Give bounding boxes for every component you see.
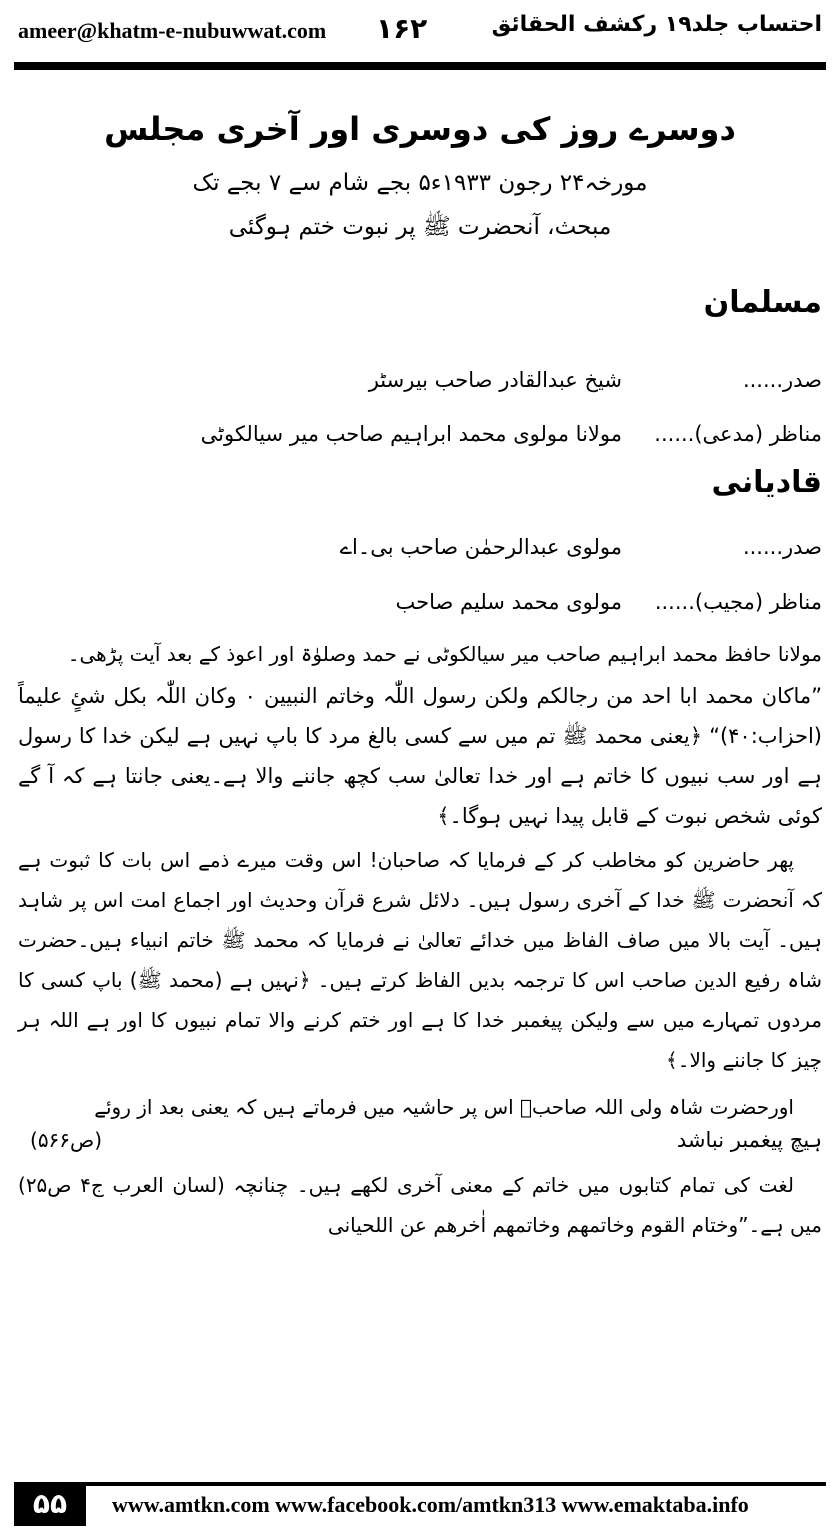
qadiani-debater-label: مناظر (مجیب)...... bbox=[654, 590, 822, 614]
header-email-link[interactable]: ameer@khatm-e-nubuwwat.com bbox=[18, 18, 327, 43]
intro-paragraph: مولانا حافظ محمد ابراہیم صاحب میر سیالکوٹی نے حمد وصلوٰۃ اور اعوذ کے بعد آیت پڑھی۔ bbox=[67, 642, 822, 666]
shah-waliullah-paragraph: اورحضرت شاہ ولی اللہ صاحبؒ اس پر حاشیہ میں فرماتے ہیں کہ یعنی بعد از روئے bbox=[94, 1095, 794, 1119]
qadiani-heading: قادیانی bbox=[711, 465, 822, 500]
footer-links[interactable]: www.amtkn.com www.facebook.com/amtkn313 www.emaktaba.info bbox=[112, 1492, 749, 1517]
muslim-heading: مسلمان bbox=[703, 285, 822, 320]
qadiani-president-name: مولوی عبدالرحمٰن صاحب بی۔اے bbox=[339, 535, 622, 559]
address-paragraph: پھر حاضرین کو مخاطب کر کے فرمایا کہ صاحبان! اس وقت میرے ذمے اس بات کا ثبوت ہے کہ آنحضرت ﷺ خدا کے آخری رسول ہیں۔ دلائل شرع قرآن وحدیث اور اجماع امت اس پر شاہد ہیں۔ آیت بالا میں صاف الفاظ میں خدائے تعالیٰ نے فرمایا کہ محمد ﷺ خاتم انبیاء ہیں۔حضرت شاہ رفیع الدین صاحب اس کا ترجمہ بدیں الفاظ کرتے ہیں۔ ﴿نہیں ہے (محمد ﷺ) باپ کسی کا مردوں تمہارے میں سے ولیکن پیغمبر خدا کا ہے اور ختم کرنے والا تمام نبیوں کا اور ہے اللہ ہر چیز کا جاننے والا۔﴾ bbox=[18, 848, 822, 1072]
qadiani-debater-name: مولوی محمد سلیم صاحب bbox=[395, 590, 622, 614]
muslim-debater-name: مولانا مولوی محمد ابراہیم صاحب میر سیالکوٹی bbox=[200, 422, 622, 446]
session-topic: مبحث، آنحضرت ﷺ پر نبوت ختم ہوگئی bbox=[228, 214, 612, 240]
qadiani-president-label: صدر...... bbox=[742, 535, 822, 559]
page-footer bbox=[14, 1482, 826, 1530]
muslim-debater-row bbox=[18, 422, 822, 452]
muslim-debater-label: مناظر (مدعی)...... bbox=[654, 422, 822, 446]
header-rule bbox=[14, 62, 826, 70]
footer-page-number: ۵۵ bbox=[14, 1482, 86, 1526]
verse-paragraph: ”ماکان محمد ابا احد من رجالکم ولکن رسول اللّٰہ وخاتم النبیین ٠ وکان اللّٰہ بکل شئٍ علیماً (احزاب:۴۰)“ ﴿یعنی محمد ﷺ تم میں سے کسی بالغ مرد کا باپ نہیں ہے لیکن خدا کا رسول ہے اور سب نبیوں کا خاتم ہے اور خدا تعالیٰ سب کچھ جاننے والا ہے۔یعنی جانتا ہے کہ آ گے کوئی شخص نبوت کے قابل پیدا نہیں ہوگا۔﴾ bbox=[18, 684, 822, 828]
muslim-president-label: صدر...... bbox=[742, 368, 822, 392]
header-page-number: ۱۶۲ bbox=[376, 12, 428, 45]
qadiani-debater-row bbox=[18, 590, 822, 620]
header-book-title: احتساب جلد۱۹ رکشف الحقائق bbox=[491, 12, 822, 37]
session-date: مورخہ۲۴ رجون ۱۹۳۳ء۵ بجے شام سے ۷ بجے تک bbox=[192, 170, 648, 196]
persian-line: ہیچ پیغمبر نباشد bbox=[676, 1128, 822, 1152]
session-title: دوسرے روز کی دوسری اور آخری مجلس bbox=[104, 110, 736, 148]
page-header bbox=[14, 8, 826, 56]
muslim-president-row bbox=[18, 368, 822, 398]
lexicon-paragraph: لغت کی تمام کتابوں میں خاتم کے معنی آخری لکھے ہیں۔ چنانچہ (لسان العرب ج۴ ص۲۵) میں ہے۔”وختام القوم وخاتمھم وخاتمھم اٰخرھم عن اللحیانی bbox=[18, 1173, 822, 1237]
footer-rule bbox=[14, 1482, 826, 1486]
persian-citation: (ص۵۶۶) bbox=[30, 1128, 103, 1152]
qadiani-president-row bbox=[18, 535, 822, 565]
muslim-president-name: شیخ عبدالقادر صاحب بیرسٹر bbox=[368, 368, 622, 392]
